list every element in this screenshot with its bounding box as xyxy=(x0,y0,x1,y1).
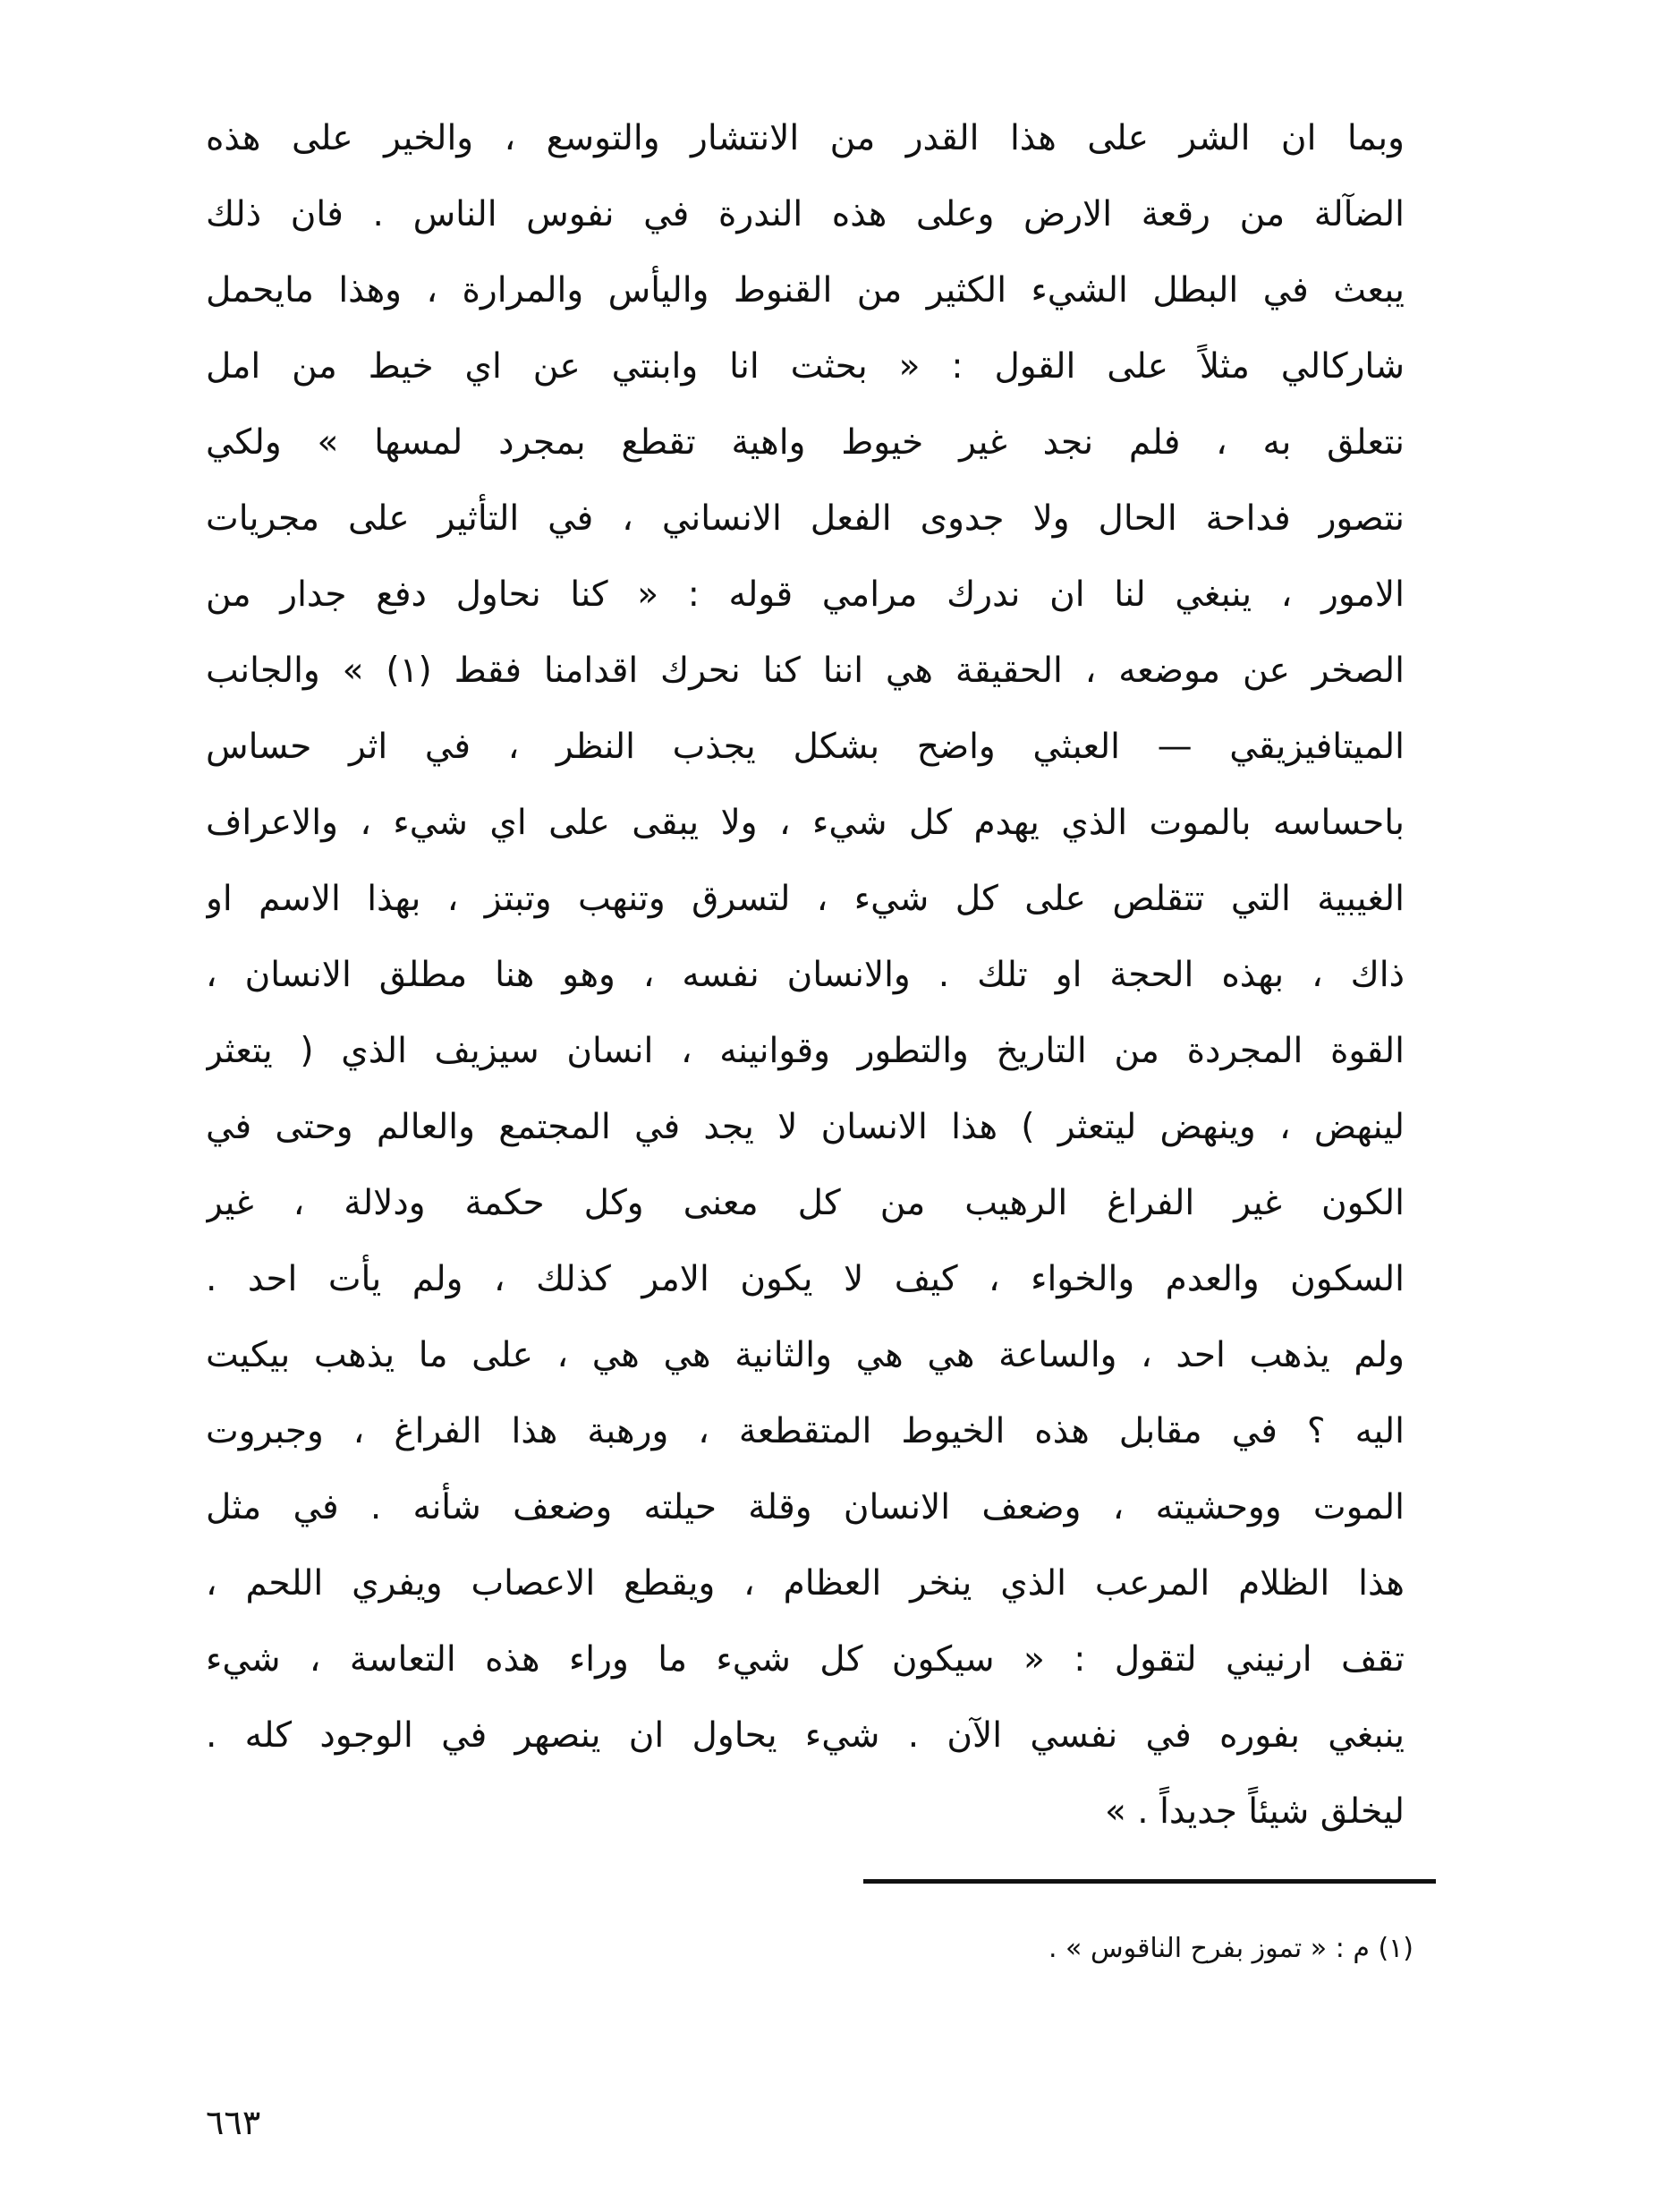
text-line-6: نتصور فداحة الحال ولا جدوى الفعل الانساني ، في التأثير على مجريات xyxy=(206,498,1405,539)
text-line-2: الضآلة من رقعة الارض وعلى هذه الندرة في نفوس الناس . فان ذلك xyxy=(206,194,1405,234)
text-line-11: الغيبية التي تتقلص على كل شيء ، لتسرق وتنهب وتبتز ، بهذا الاسم او xyxy=(206,879,1405,919)
text-line-9: الميتافيزيقي — العبثي واضح بشكل يجذب النظر ، في اثر حساس xyxy=(206,727,1405,767)
text-line-13: القوة المجردة من التاريخ والتطور وقوانينه ، انسان سيزيف الذي ( يتعثر xyxy=(206,1031,1405,1071)
footnote: (١) م : « تموز بفرح الناقوس » . xyxy=(1048,1933,1414,1964)
text-line-20: هذا الظلام المرعب الذي ينخر العظام ، ويقطع الاعصاب ويفري اللحم ، xyxy=(206,1563,1405,1604)
text-line-17: ولم يذهب احد ، والساعة هي هي والثانية هي هي ، على ما يذهب بيكيت xyxy=(206,1335,1405,1375)
text-line-22: ينبغي بفوره في نفسي الآن . شيء يحاول ان ينصهر في الوجود كله . xyxy=(206,1715,1405,1756)
text-line-18: اليه ؟ في مقابل هذه الخيوط المتقطعة ، ورهبة هذا الفراغ ، وجبروت xyxy=(206,1411,1405,1451)
text-line-10: باحساسه بالموت الذي يهدم كل شيء ، ولا يبقى على اي شيء ، والاعراف xyxy=(206,803,1405,843)
text-line-16: السكون والعدم والخواء ، كيف لا يكون الامر كذلك ، ولم يأت احد . xyxy=(206,1259,1405,1299)
text-line-5: نتعلق به ، فلم نجد غير خيوط واهية تقطع بمجرد لمسها » ولكي xyxy=(206,422,1405,463)
text-line-7: الامور ، ينبغي لنا ان ندرك مرامي قوله : « كنا نحاول دفع جدار من xyxy=(206,574,1405,615)
text-line-21: تقف ارنيني لتقول : « سيكون كل شيء ما وراء هذه التعاسة ، شيء xyxy=(206,1639,1405,1680)
text-line-23: ليخلق شيئاً جديداً . » xyxy=(1105,1791,1405,1832)
text-line-4: شاركالي مثلاً على القول : « بحثت انا وابنتي عن اي خيط من امل xyxy=(206,346,1405,387)
text-line-12: ذاك ، بهذه الحجة او تلك . والانسان نفسه ، وهو هنا مطلق الانسان ، xyxy=(206,955,1405,995)
page-number: ٦٦٣ xyxy=(206,2103,261,2142)
text-line-15: الكون غير الفراغ الرهيب من كل معنى وكل حكمة ودلالة ، غير xyxy=(206,1183,1405,1223)
text-line-3: يبعث في البطل الشيء الكثير من القنوط واليأس والمرارة ، وهذا مايحمل xyxy=(206,270,1405,311)
text-line-14: لينهض ، وينهض ليتعثر ) هذا الانسان لا يجد في المجتمع والعالم وحتى في xyxy=(206,1107,1405,1147)
footnote-divider xyxy=(863,1879,1436,1884)
text-line-1: وبما ان الشر على هذا القدر من الانتشار والتوسع ، والخير على هذه xyxy=(206,118,1405,158)
text-line-19: الموت ووحشيته ، وضعف الانسان وقلة حيلته وضعف شأنه . في مثل xyxy=(206,1487,1405,1527)
text-line-8: الصخر عن موضعه ، الحقيقة هي اننا كنا نحرك اقدامنا فقط (١) » والجانب xyxy=(206,651,1405,691)
main-text-block xyxy=(206,100,1405,1850)
